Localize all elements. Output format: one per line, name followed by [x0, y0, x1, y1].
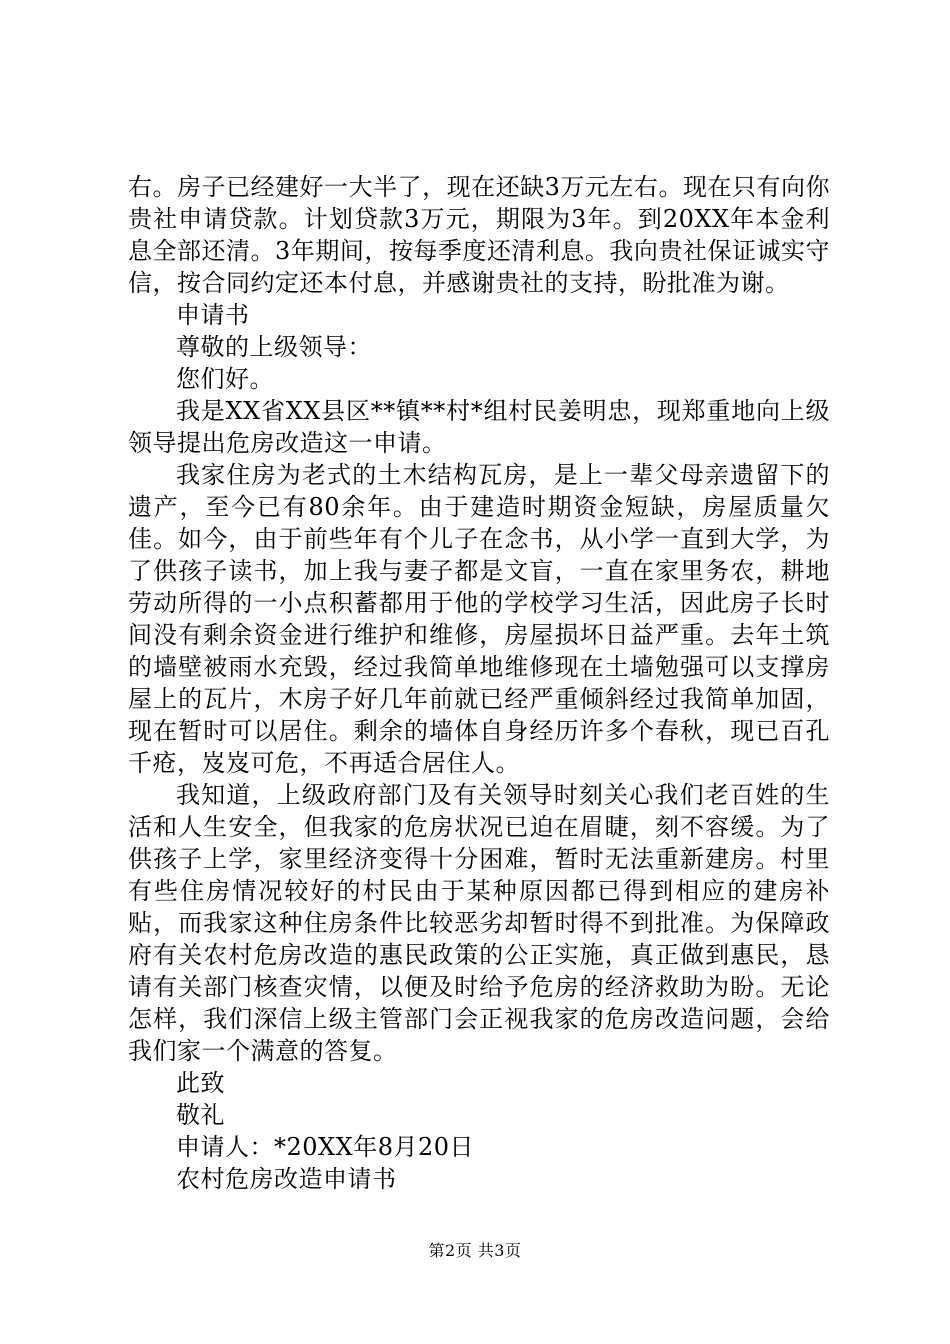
paragraph-loan-continuation: 右。房子已经建好一大半了，现在还缺3万元左右。现在只有向你贵社申请贷款。计划贷款3万元，期限为3年。到20XX年本金利息全部还清。3年期间，按每季度还清利息。我向贵社保证诚实守信，按合同约定还本付息，并感谢贵社的支持，盼批准为谢。: [128, 173, 830, 297]
next-section-title: 农村危房改造申请书: [176, 1165, 397, 1193]
paragraph-house-condition: 我家住房为老式的土木结构瓦房，是上一辈父母亲遗留下的遗产，至今已有80余年。由于建造时期资金短缺，房屋质量欠佳。如今，由于前些年有个儿子在念书，从小学一直到大学，为了供孩子读书，加上我与妻子都是文盲，一直在家里务农，耕地劳动所得的一小点积蓄都用于他的学校学习生活，因此房子长时间没有剩余资金进行维护和维修，房屋损坏日益严重。去年土筑的墙壁被雨水充毁，经过我简单地维修现在土墙勉强可以支撑房屋上的瓦片，木房子好几年前就已经严重倾斜经过我简单加固，现在暂时可以居住。剩余的墙体自身经历许多个春秋，现已百孔千疮，岌岌可危，不再适合居住人。: [128, 461, 830, 777]
page-footer: 第2页 共3页: [428, 1241, 522, 1260]
document-body: [128, 171, 830, 1195]
salutation: 尊敬的上级领导：: [176, 333, 372, 361]
heading-application: 申请书: [176, 301, 250, 329]
paragraph-introduction: 我是XX省XX县区**镇**村*组村民姜明忠，现郑重地向上级领导提出危房改造这一申请。: [128, 397, 830, 457]
closing-cizhi: 此致: [176, 1069, 225, 1097]
signature-line: 申请人：*20XX年8月20日: [176, 1133, 475, 1161]
closing-jingli: 敬礼: [176, 1101, 225, 1129]
paragraph-request: 我知道，上级政府部门及有关领导时刻关心我们老百姓的生活和人生安全，但我家的危房状况已迫在眉睫，刻不容缓。为了供孩子上学，家里经济变得十分困难，暂时无法重新建房。村里有些住房情况较好的村民由于某种原因都已得到相应的建房补贴，而我家这种住房条件比较恶劣却暂时得不到批准。为保障政府有关农村危房改造的惠民政策的公正实施，真正做到惠民，恳请有关部门核查灾情，以便及时给予危房的经济救助为盼。无论怎样，我们深信上级主管部门会正视我家的危房改造问题，会给我们家一个满意的答复。: [128, 781, 830, 1065]
greeting: 您们好。: [176, 365, 274, 393]
